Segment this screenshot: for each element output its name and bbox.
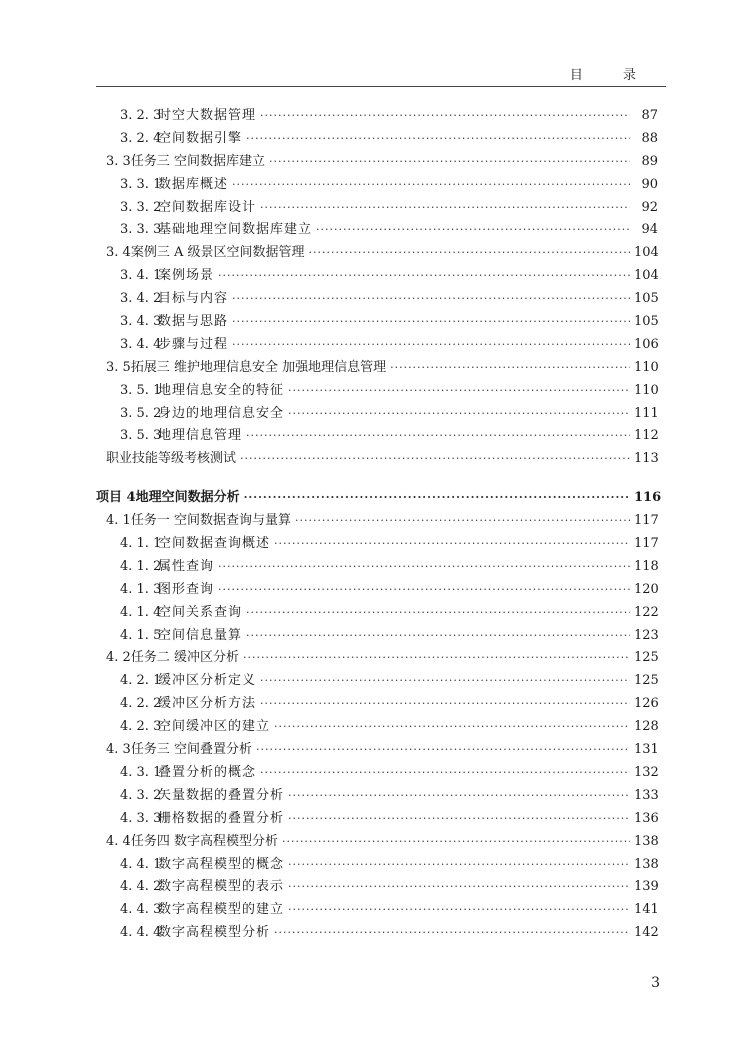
toc-entry-title: 栅格数据的叠置分析 — [158, 810, 285, 826]
toc-entry[interactable] — [96, 241, 658, 264]
toc-entry[interactable] — [96, 447, 658, 470]
toc-entry-title: 任务二 缓冲区分析 — [130, 650, 239, 666]
toc-entry[interactable] — [96, 424, 658, 447]
toc-entry-page: 106 — [634, 336, 659, 352]
toc-entry-page: 94 — [641, 222, 658, 238]
toc-entry-number: 4. 4 — [106, 833, 131, 849]
toc-entry-title: 空间缓冲区的建立 — [158, 719, 271, 735]
toc-dot-leader — [308, 246, 630, 259]
toc-entry-number: 4. 4. 2 — [120, 879, 162, 895]
toc-entry-number: 4. 2. 1 — [120, 673, 162, 689]
toc-entry-page: 113 — [634, 451, 659, 467]
toc-entry-title: 矢量数据的叠置分析 — [158, 787, 285, 803]
toc-entry-page: 110 — [634, 359, 659, 375]
toc-entry-title: 数字高程模型的概念 — [158, 856, 285, 872]
toc-entry-number: 3. 4. 3 — [120, 314, 162, 330]
toc-entry[interactable] — [96, 150, 658, 173]
toc-entry[interactable] — [96, 218, 658, 241]
toc-entry-page: 138 — [634, 833, 659, 849]
toc-dot-leader — [295, 514, 630, 527]
toc-entry-title: 空间数据库设计 — [158, 199, 257, 215]
toc-entry-number: 3. 4. 2 — [120, 291, 162, 307]
toc-entry-number: 4. 1. 5 — [120, 627, 162, 643]
toc-dot-leader — [316, 223, 630, 236]
toc-entry[interactable] — [96, 646, 658, 669]
toc-entry[interactable] — [96, 127, 658, 150]
toc-entry-number: 3. 5. 1 — [120, 382, 162, 398]
toc-dot-leader — [246, 606, 630, 619]
toc-dot-leader — [288, 812, 630, 825]
toc-dot-leader — [288, 903, 630, 916]
toc-entry[interactable] — [96, 509, 658, 532]
toc-entry[interactable] — [96, 921, 658, 944]
toc-dot-leader — [288, 880, 630, 893]
toc-entry-title: 地理空间数据分析 — [135, 490, 240, 506]
toc-dot-leader — [232, 178, 630, 191]
toc-entry-number: 4. 2 — [106, 650, 131, 666]
toc-entry-title: 职业技能等级考核测试 — [106, 451, 237, 467]
toc-entry-title: 空间信息量算 — [158, 627, 243, 643]
toc-dot-leader — [246, 429, 630, 442]
toc-entry-title: 目标与内容 — [158, 291, 229, 307]
toc-entry-number: 4. 3. 2 — [120, 787, 162, 803]
toc-entry-number: 3. 2. 4 — [120, 130, 162, 146]
toc-entry-number: 4. 1. 3 — [120, 581, 162, 597]
toc-entry-title: 空间数据引擎 — [158, 130, 243, 146]
toc-entry-number: 3. 4. 4 — [120, 336, 162, 352]
toc-entry-page: 105 — [634, 291, 659, 307]
toc-entry[interactable] — [96, 310, 658, 333]
toc-entry-page: 136 — [634, 810, 659, 826]
toc-entry[interactable] — [96, 173, 658, 196]
toc-entry-number: 4. 3. 1 — [120, 764, 162, 780]
toc-entry-title: 数字高程模型的建立 — [158, 902, 285, 918]
toc-entry[interactable] — [96, 853, 658, 876]
toc-entry-title: 缓冲区分析定义 — [158, 673, 257, 689]
toc-entry-number: 4. 2. 2 — [120, 696, 162, 712]
toc-entry[interactable] — [96, 287, 658, 310]
toc-dot-leader — [244, 491, 630, 504]
toc-dot-leader — [246, 132, 630, 145]
toc-entry-title: 拓展三 维护地理信息安全 加强地理信息管理 — [130, 359, 387, 375]
toc-dot-leader — [256, 743, 630, 756]
toc-entry-title: 空间数据查询概述 — [158, 536, 271, 552]
toc-dot-leader — [282, 835, 630, 848]
toc-dot-leader — [260, 697, 630, 710]
toc-entry-title: 基础地理空间数据库建立 — [158, 222, 313, 238]
toc-entry-number: 3. 4 — [106, 245, 131, 261]
toc-entry-number: 4. 4. 3 — [120, 902, 162, 918]
toc-entry-page: 126 — [634, 696, 659, 712]
toc-entry-title: 案例三 A 级景区空间数据管理 — [130, 245, 305, 261]
toc-dot-leader — [288, 407, 630, 420]
toc-dot-leader — [218, 560, 630, 573]
toc-entry[interactable] — [96, 356, 658, 379]
toc-entry-title: 地理信息管理 — [158, 428, 243, 444]
toc-dot-leader — [246, 629, 630, 642]
toc-entry-page: 118 — [634, 558, 659, 574]
page-number: 3 — [651, 975, 660, 991]
toc-entry-page: 111 — [634, 405, 659, 421]
toc-dot-leader — [243, 651, 630, 664]
toc-entry-title: 任务三 空间叠置分析 — [130, 742, 252, 758]
toc-entry-page: 112 — [634, 428, 659, 444]
toc-entry-page: 139 — [634, 879, 659, 895]
toc-entry[interactable] — [96, 875, 658, 898]
toc-entry-page: 89 — [641, 153, 658, 169]
toc-entry-page: 110 — [634, 382, 659, 398]
toc-entry-page: 105 — [634, 314, 659, 330]
toc-entry[interactable] — [96, 196, 658, 219]
toc-entry-number: 3. 5. 2 — [120, 405, 162, 421]
toc-entry[interactable] — [96, 333, 658, 356]
toc-entry-page: 141 — [634, 902, 659, 918]
toc-dot-leader — [274, 720, 630, 733]
toc-entry-page: 104 — [634, 268, 659, 284]
toc-entry-number: 4. 1. 2 — [120, 558, 162, 574]
toc-entry-page: 92 — [641, 199, 658, 215]
toc-entry[interactable] — [96, 784, 658, 807]
toc-dot-leader — [288, 789, 630, 802]
toc-dot-leader — [240, 452, 630, 465]
toc-entry-page: 120 — [634, 581, 659, 597]
toc-entry-title: 叠置分析的概念 — [158, 764, 257, 780]
toc-entry-title: 身边的地理信息安全 — [158, 405, 285, 421]
toc-entry[interactable] — [96, 555, 658, 578]
toc-entry-title: 数据与思路 — [158, 314, 229, 330]
toc-chapter-entry[interactable] — [96, 486, 662, 509]
toc-entry-number: 4. 4. 4 — [120, 925, 162, 941]
toc-entry-title: 空间关系查询 — [158, 604, 243, 620]
toc-dot-leader — [288, 858, 630, 871]
toc-entry[interactable] — [96, 738, 658, 761]
toc-dot-leader — [232, 315, 630, 328]
toc-entry-title: 案例场景 — [158, 268, 215, 284]
toc-entry-title: 数字高程模型的表示 — [158, 879, 285, 895]
toc-entry-number: 3. 4. 1 — [120, 268, 162, 284]
toc-entry[interactable] — [96, 761, 658, 784]
toc-dot-leader — [288, 384, 630, 397]
toc-entry-title: 属性查询 — [158, 558, 215, 574]
toc-entry-title: 任务三 空间数据库建立 — [130, 153, 265, 169]
toc-entry[interactable] — [96, 601, 658, 624]
toc-entry-title: 数字高程模型分析 — [158, 925, 271, 941]
toc-dot-leader — [274, 926, 630, 939]
toc-dot-leader — [260, 766, 630, 779]
toc-dot-leader — [390, 361, 630, 374]
toc-dot-leader — [260, 201, 630, 214]
toc-entry-number: 3. 5 — [106, 359, 131, 375]
toc-entry-number: 项目 4 — [96, 490, 136, 506]
toc-entry-number: 4. 4. 1 — [120, 856, 162, 872]
toc-entry-number: 4. 3. 3 — [120, 810, 162, 826]
toc-entry[interactable] — [96, 669, 658, 692]
toc-entry-page: 116 — [634, 490, 662, 506]
toc-entry-number: 3. 3. 1 — [120, 176, 162, 192]
toc-entry-number: 4. 2. 3 — [120, 719, 162, 735]
toc-entry-page: 125 — [634, 673, 659, 689]
toc-entry[interactable] — [96, 807, 658, 830]
toc-entry[interactable] — [96, 898, 658, 921]
toc-entry-title: 时空大数据管理 — [158, 108, 257, 123]
toc-entry[interactable] — [96, 715, 658, 738]
toc-entry[interactable] — [96, 578, 658, 601]
toc-entry-page: 142 — [634, 925, 659, 941]
toc-entry[interactable] — [96, 532, 658, 555]
toc-entry[interactable] — [96, 104, 658, 127]
toc-entry-page: 138 — [634, 856, 659, 872]
toc-entry-title: 图形查询 — [158, 581, 215, 597]
toc-dot-leader — [260, 109, 630, 122]
toc-spacer — [96, 470, 658, 486]
toc-entry-page: 132 — [634, 764, 659, 780]
toc-entry-page: 104 — [634, 245, 659, 261]
toc-dot-leader — [218, 583, 630, 596]
toc-entry-title: 任务四 数字高程模型分析 — [130, 833, 278, 849]
toc-entry-number: 4. 1. 1 — [120, 536, 162, 552]
toc-entry-number: 4. 1 — [106, 513, 131, 529]
toc-entry-title: 缓冲区分析方法 — [158, 696, 257, 712]
toc-entry-title: 任务一 空间数据查询与量算 — [130, 513, 291, 529]
toc-entry[interactable] — [96, 402, 658, 425]
toc-entry-page: 87 — [641, 108, 658, 123]
toc-dot-leader — [232, 338, 630, 351]
toc-entry-page: 117 — [634, 513, 659, 529]
table-of-contents — [96, 104, 662, 944]
toc-entry-title: 步骤与过程 — [158, 336, 229, 352]
toc-entry-page: 133 — [634, 787, 659, 803]
toc-entry-page: 131 — [634, 742, 659, 758]
toc-entry-number: 3. 3. 2 — [120, 199, 162, 215]
toc-entry[interactable] — [96, 830, 658, 853]
running-head: 目 录 — [569, 68, 654, 83]
toc-entry-number: 3. 2. 3 — [120, 108, 162, 123]
toc-entry-page: 117 — [634, 536, 659, 552]
toc-entry-number: 3. 5. 3 — [120, 428, 162, 444]
toc-entry-page: 123 — [634, 627, 659, 643]
toc-entry-page: 128 — [634, 719, 659, 735]
toc-entry-title: 地理信息安全的特征 — [158, 382, 285, 398]
header-rule — [96, 86, 666, 87]
toc-dot-leader — [274, 537, 630, 550]
toc-entry-page: 90 — [641, 176, 658, 192]
toc-entry-title: 数据库概述 — [158, 176, 229, 192]
toc-entry-page: 88 — [641, 130, 658, 146]
toc-entry[interactable] — [96, 692, 658, 715]
toc-dot-leader — [260, 674, 630, 687]
toc-dot-leader — [269, 155, 630, 168]
toc-entry-page: 125 — [634, 650, 659, 666]
toc-entry[interactable] — [96, 624, 658, 647]
toc-entry-number: 4. 1. 4 — [120, 604, 162, 620]
toc-dot-leader — [218, 269, 630, 282]
toc-entry-number: 3. 3. 3 — [120, 222, 162, 238]
toc-entry[interactable] — [96, 379, 658, 402]
toc-entry-number: 4. 3 — [106, 742, 131, 758]
toc-entry[interactable] — [96, 264, 658, 287]
toc-entry-page: 122 — [634, 604, 659, 620]
toc-dot-leader — [232, 292, 630, 305]
toc-entry-number: 3. 3 — [106, 153, 131, 169]
